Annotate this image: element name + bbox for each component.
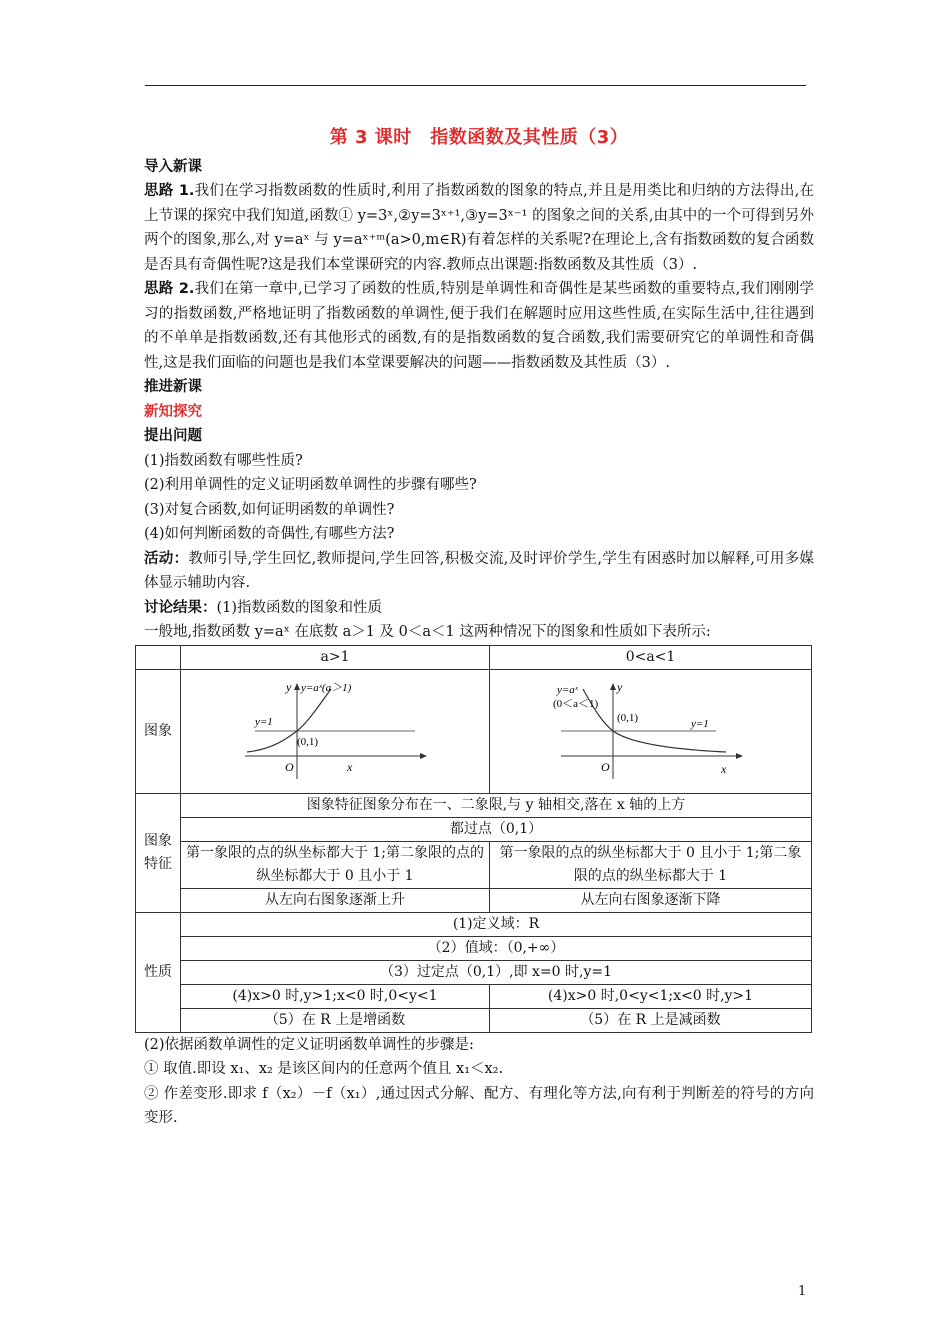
- idea2-label: 思路 2.: [144, 281, 195, 297]
- activity-label: 活动：: [144, 550, 189, 567]
- graph-cell-decreasing: [490, 669, 812, 793]
- origin-label: O: [285, 760, 294, 774]
- property-cell: （5）在 R 上是减函数: [490, 1008, 812, 1032]
- table-row: [136, 645, 812, 669]
- x-axis-label: x: [720, 762, 726, 776]
- table-corner-cell: [136, 645, 181, 669]
- result-text: (1)指数函数的图象和性质: [216, 599, 383, 616]
- table-row: [136, 793, 812, 817]
- question-item: (4)如何判断函数的奇偶性,有哪些方法?: [144, 526, 395, 542]
- row-label-feature: 图象特征: [136, 793, 181, 912]
- origin-label: O: [600, 760, 610, 774]
- row-label-property: 性质: [136, 912, 181, 1032]
- activity-text: 教师引导,学生回忆,教师提问,学生回答,积极交流,及时评价学生,学生有困惑时加以解释,可用多媒体显示辅助内容.: [144, 550, 814, 591]
- result-paragraph: [144, 596, 814, 621]
- point-label: (0,1): [616, 712, 638, 724]
- header-a-greater-1: a>1: [181, 645, 490, 669]
- table-row: [136, 960, 812, 984]
- feature-cell: 图象特征图象分布在一、二象限,与 y 轴相交,落在 x 轴的上方: [181, 793, 812, 817]
- table-row: [136, 841, 812, 888]
- graph-cell-increasing: [181, 669, 490, 793]
- idea1-label: 思路 1.: [144, 183, 195, 199]
- idea1-text: 我们在学习指数函数的性质时,利用了指数函数的图象的特点,并且是用类比和归纳的方法得出,在上节课的探究中我们知道,函数① y=3ˣ,②y=3ˣ⁺¹,③y=3ˣ⁻¹ 的图象之间的关系,由其中的一个可得到另外两个的图象,那么,对 y=aˣ 与 y=aˣ⁺ᵐ(a>0,m∈R)有着怎样的关系呢?在理论上,含有指数函数的复合函数是否具有奇偶性呢?这是我们本堂课研究的内容.教师点出课题:指数函数及其性质（3）.: [144, 183, 814, 273]
- curve-condition-label: (0＜a＜1): [552, 698, 598, 710]
- header-a-between: 0<a<1: [490, 645, 812, 669]
- document-body: [144, 120, 814, 1131]
- table-row: [136, 888, 812, 912]
- table-row: [136, 984, 812, 1008]
- table-row: [136, 912, 812, 936]
- property-cell: （2）值域：（0,+∞）: [181, 936, 812, 960]
- feature-cell: 第一象限的点的纵坐标都大于 0 且小于 1;第二象限的点的纵坐标都大于 1: [490, 841, 812, 888]
- curve-label: y=aˣ(a＞1): [301, 682, 352, 694]
- question-item: (1)指数函数有哪些性质?: [144, 452, 303, 469]
- feature-cell: 从左向右图象逐渐上升: [181, 888, 490, 912]
- property-cell: (1)定义域：R: [181, 912, 812, 936]
- advance-heading: 推进新课: [144, 379, 202, 395]
- y-axis-label: y: [616, 681, 622, 694]
- new-knowledge-heading: 新知探究: [144, 403, 202, 420]
- y-axis-label: y: [286, 681, 292, 694]
- header-rule: [145, 85, 806, 86]
- feature-cell: 都过点（0,1）: [181, 817, 812, 841]
- y1-label: y=1: [690, 718, 709, 730]
- intro-heading: 导入新课: [144, 158, 202, 175]
- activity-paragraph: [144, 547, 814, 596]
- question-item: (2)利用单调性的定义证明函数单调性的步骤有哪些?: [144, 477, 477, 493]
- question-item: (3)对复合函数,如何证明函数的单调性?: [144, 501, 395, 518]
- idea2-text: 我们在第一章中,已学习了函数的性质,特别是单调性和奇偶性是某些函数的重要特点,我们刚刚学习的指数函数,严格地证明了指数函数的单调性,便于我们在解题时应用这些性质,在实际生活中,往往遇到的不单单是指数函数,还有其他形式的函数,有的是指数函数的复合函数,我们需要研究它的单调性和奇偶性,这是我们面临的问题也是我们本堂课要解决的问题——指数函数及其性质（3）.: [144, 281, 814, 371]
- step-2: ② 作差变形.即求 f（x₂）－f（x₁）,通过因式分解、配方、有理化等方法,向有利于判断差的符号的方向变形.: [144, 1085, 814, 1126]
- idea2-paragraph: [144, 277, 814, 375]
- curve-label: y=aˣ: [556, 684, 578, 696]
- feature-cell: 从左向右图象逐渐下降: [490, 888, 812, 912]
- table-row: [136, 669, 812, 793]
- page-title: 第 3 课时 指数函数及其性质（3）: [329, 127, 629, 148]
- point-label: (0,1): [297, 736, 319, 748]
- feature-cell: 第一象限的点的纵坐标都大于 1;第二象限的点的纵坐标都大于 0 且小于 1: [181, 841, 490, 888]
- idea1-paragraph: [144, 179, 814, 277]
- table-row: [136, 817, 812, 841]
- x-axis-label: x: [347, 760, 353, 774]
- step-intro: (2)依据函数单调性的定义证明函数单调性的步骤是:: [144, 1036, 474, 1053]
- page-number: 1: [798, 1284, 807, 1299]
- general-paragraph: 一般地,指数函数 y=aˣ 在底数 a＞1 及 0＜a＜1 这两种情况下的图象和性质如下表所示:: [144, 624, 711, 640]
- table-row: [136, 1008, 812, 1032]
- decreasing-exp-graph: [551, 681, 751, 781]
- y1-label: y=1: [255, 716, 273, 728]
- row-label-graph: 图象: [136, 669, 181, 793]
- property-cell: (4)x>0 时,y>1;x<0 时,0<y<1: [181, 984, 490, 1008]
- increasing-exp-graph: [235, 681, 435, 781]
- property-cell: （5）在 R 上是增函数: [181, 1008, 490, 1032]
- property-cell: (4)x>0 时,0<y<1;x<0 时,y>1: [490, 984, 812, 1008]
- properties-table: [135, 645, 812, 1033]
- result-label: 讨论结果：: [144, 599, 217, 616]
- property-cell: （3）过定点（0,1）,即 x=0 时,y=1: [181, 960, 812, 984]
- step-1: ① 取值.即设 x₁、x₂ 是该区间内的任意两个值且 x₁＜x₂.: [144, 1061, 504, 1077]
- questions-heading: 提出问题: [144, 428, 202, 444]
- table-row: [136, 936, 812, 960]
